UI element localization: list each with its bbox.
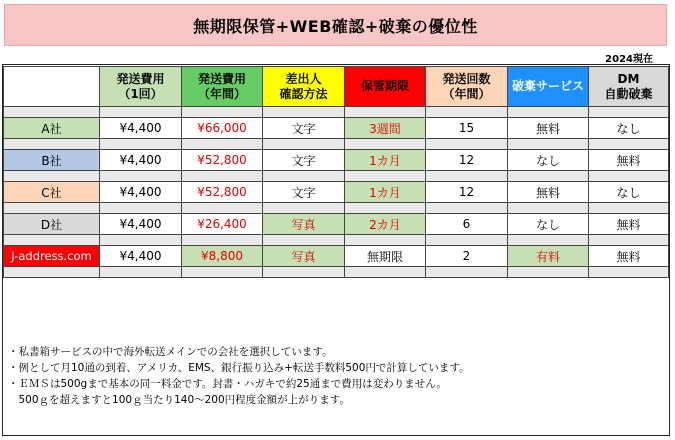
storage-period: 2カ月 [345,214,426,235]
shipping-count: 12 [426,182,508,203]
header-cost-once: 発送費用 （1回） [100,67,182,107]
storage-period: 無期限 [345,246,426,267]
table-row [4,246,669,267]
header-empty [4,67,100,107]
cost-once: ¥4,400 [100,182,182,203]
shipping-count: 6 [426,214,508,235]
header-disposal: 破棄サービス [508,67,589,107]
header-cost-year: 発送費用 （年間） [182,67,263,107]
table-row [4,150,669,171]
cost-year: ¥66,000 [182,118,263,139]
cost-year: ¥26,400 [182,214,263,235]
cost-year: ¥52,800 [182,182,263,203]
storage-period: 1カ月 [345,182,426,203]
note-line: ・私書箱サービスの中で海外転送メインでの会社を選択しています。 [8,346,333,358]
cost-year: ¥8,800 [182,246,263,267]
dm-disposal: 無料 [589,150,669,171]
company-name: C社 [4,182,100,203]
table-row [4,214,669,235]
cost-once: ¥4,400 [100,150,182,171]
storage-period: 3週間 [345,118,426,139]
page-title: 無期限保管+WEB確認+破棄の優位性 [4,4,667,46]
cost-year: ¥52,800 [182,150,263,171]
header-count: 発送回数 （年間） [426,67,508,107]
company-name: D社 [4,214,100,235]
cost-once: ¥4,400 [100,214,182,235]
sender-check: 文字 [263,182,345,203]
shipping-count: 2 [426,246,508,267]
table-row [4,182,669,203]
sender-check: 写真 [263,214,345,235]
header-row [4,67,669,107]
header-sender-check: 差出人 確認方法 [263,67,345,107]
table-row [4,118,669,139]
company-name: A社 [4,118,100,139]
sender-check: 写真 [263,246,345,267]
disposal-service: 有料 [508,246,589,267]
cost-once: ¥4,400 [100,246,182,267]
note-line: ・例として月10通の到着、アメリカ、EMS、銀行振り込み+転送手数料500円で計算しています。 [8,362,470,374]
notes [8,344,470,408]
dm-disposal: なし [589,118,669,139]
header-dm: DM 自動破棄 [589,67,669,107]
disposal-service: 無料 [508,118,589,139]
note-line: 500ｇを超えますと100ｇ当たり140～200円程度金額が上がります。 [8,394,350,406]
shipping-count: 15 [426,118,508,139]
company-name: B社 [4,150,100,171]
note-line: ・ＥＭＳは500gまで基本の同一料金です。封書・ハガキで約25通まで費用は変わりません。 [8,378,447,390]
storage-period: 1カ月 [345,150,426,171]
year-label: 2024現在 [605,54,653,65]
disposal-service: なし [508,214,589,235]
cost-once: ¥4,400 [100,118,182,139]
dm-disposal: 無料 [589,214,669,235]
disposal-service: なし [508,150,589,171]
sender-check: 文字 [263,118,345,139]
sender-check: 文字 [263,150,345,171]
shipping-count: 12 [426,150,508,171]
comparison-table [3,66,669,278]
dm-disposal: 無料 [589,246,669,267]
company-name: J-address.com [4,246,100,267]
header-storage: 保管期限 [345,67,426,107]
dm-disposal: なし [589,182,669,203]
disposal-service: 無料 [508,182,589,203]
